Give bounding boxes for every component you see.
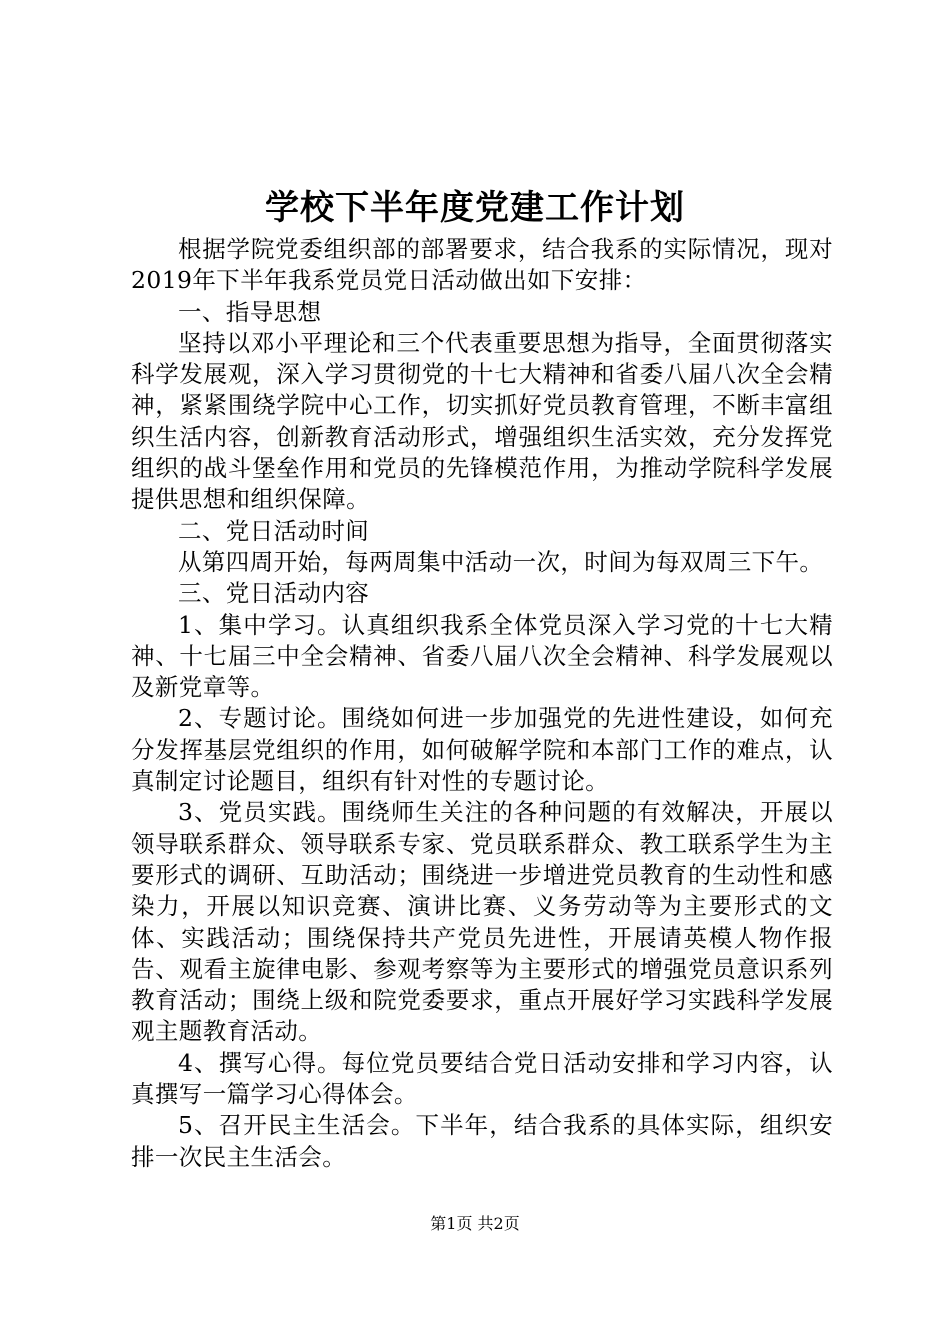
section-heading-guiding-ideology: 一、指导思想	[178, 297, 322, 326]
content-item-democratic-meeting: 5、召开民主生活会。下半年，结合我系的具体实际，组织安排一次民主生活会。	[131, 1111, 833, 1171]
section-heading-activity-time: 二、党日活动时间	[178, 516, 370, 545]
guiding-ideology-paragraph: 坚持以邓小平理论和三个代表重要思想为指导，全面贯彻落实科学发展观，深入学习贯彻党的十七大精神和省委八届八次全会精神，紧紧围绕学院中心工作，切实抓好党员教育管理，不断丰富组织生活内容，创新教育活动形式，增强组织生活实效，充分发挥党组织的战斗堡垒作用和党员的先锋模范作用，为推动学院科学发展提供思想和组织保障。	[131, 328, 833, 514]
content-item-practice: 3、党员实践。围绕师生关注的各种问题的有效解决，开展以领导联系群众、领导联系专家、党员联系群众、教工联系学生为主要形式的调研、互助活动；围绕进一步增进党员教育的生动性和感染力，开展以知识竞赛、演讲比赛、义务劳动等为主要形式的文体、实践活动；围绕保持共产党员先进性，开展请英模人物作报告、观看主旋律电影、参观考察等为主要形式的增强党员意识系列教育活动；围绕上级和院党委要求，重点开展好学习实践科学发展观主题教育活动。	[131, 798, 833, 1046]
page-number-footer: 第1页 共2页	[430, 1214, 520, 1233]
document-title: 学校下半年度党建工作计划	[265, 188, 685, 228]
content-item-discussion: 2、专题讨论。围绕如何进一步加强党的先进性建设，如何充分发挥基层党组织的作用，如何破解学院和本部门工作的难点，认真制定讨论题目，组织有针对性的专题讨论。	[131, 704, 833, 796]
document-body	[131, 234, 833, 1173]
section-heading-activity-content: 三、党日活动内容	[178, 579, 370, 608]
content-item-study: 1、集中学习。认真组织我系全体党员深入学习党的十七大精神、十七届三中全会精神、省委八届八次全会精神、科学发展观以及新党章等。	[131, 610, 833, 702]
content-item-reflection: 4、撰写心得。每位党员要结合党日活动安排和学习内容，认真撰写一篇学习心得体会。	[131, 1048, 833, 1109]
activity-time-paragraph: 从第四周开始，每两周集中活动一次，时间为每双周三下午。	[178, 547, 824, 576]
intro-paragraph: 根据学院党委组织部的部署要求，结合我系的实际情况，现对2019年下半年我系党员党日活动做出如下安排：	[131, 235, 833, 295]
